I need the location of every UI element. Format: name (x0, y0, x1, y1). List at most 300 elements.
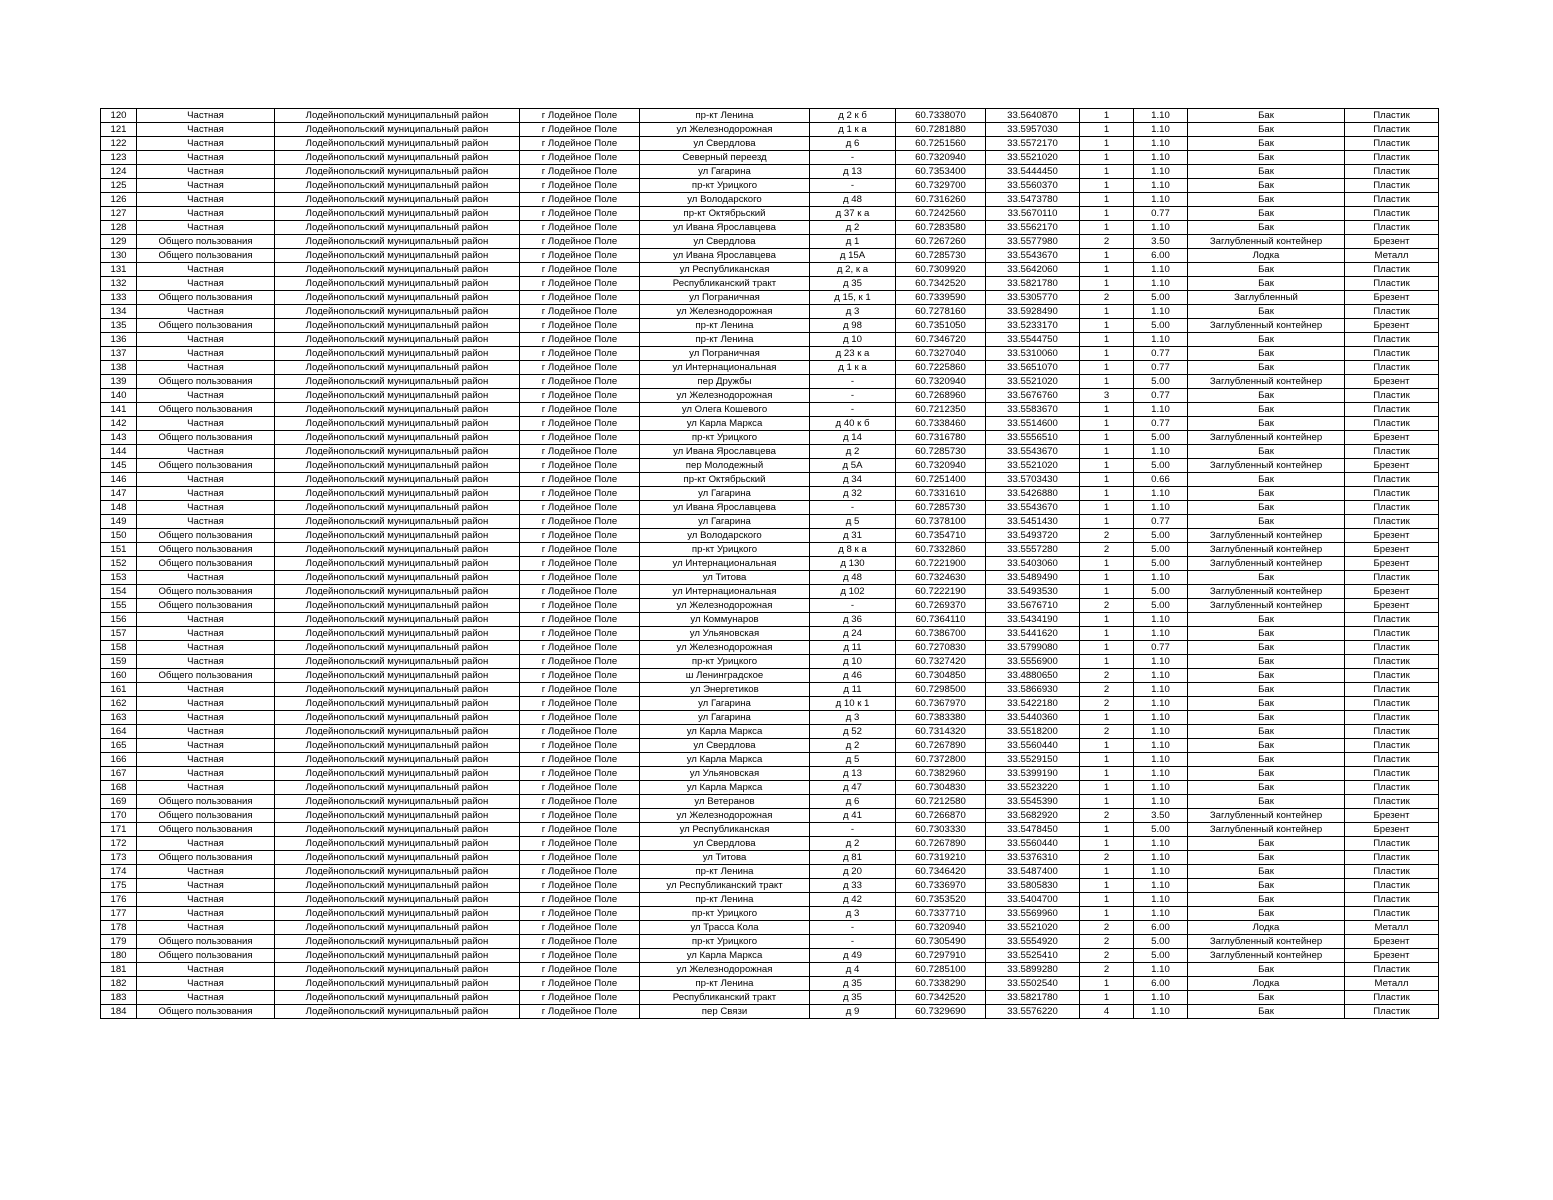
house-cell: д 32 (810, 487, 896, 501)
container-type-cell: Бак (1188, 193, 1345, 207)
house-cell: д 102 (810, 585, 896, 599)
street-cell: ул Титова (640, 571, 810, 585)
row-number-cell: 138 (101, 361, 137, 375)
latitude-cell: 60.7319210 (896, 851, 986, 865)
table-row (101, 291, 1439, 305)
longitude-cell: 33.4880650 (986, 669, 1080, 683)
longitude-cell: 33.5310060 (986, 347, 1080, 361)
container-count-cell: 1 (1080, 179, 1134, 193)
container-count-cell: 1 (1080, 123, 1134, 137)
row-number-cell: 159 (101, 655, 137, 669)
row-number-cell: 151 (101, 543, 137, 557)
row-number-cell: 154 (101, 585, 137, 599)
settlement-cell: г Лодейное Поле (520, 697, 640, 711)
table-row (101, 837, 1439, 851)
table-body (101, 109, 1439, 1019)
house-cell: д 36 (810, 613, 896, 627)
house-cell: д 81 (810, 851, 896, 865)
house-cell: д 98 (810, 319, 896, 333)
container-type-cell: Бак (1188, 641, 1345, 655)
longitude-cell: 33.5543670 (986, 501, 1080, 515)
longitude-cell: 33.5799080 (986, 641, 1080, 655)
container-type-cell: Заглубленный контейнер (1188, 375, 1345, 389)
container-type-cell: Заглубленный контейнер (1188, 459, 1345, 473)
longitude-cell: 33.5821780 (986, 277, 1080, 291)
ownership-cell: Частная (137, 725, 275, 739)
settlement-cell: г Лодейное Поле (520, 851, 640, 865)
longitude-cell: 33.5957030 (986, 123, 1080, 137)
latitude-cell: 60.7338070 (896, 109, 986, 123)
container-count-cell: 4 (1080, 1005, 1134, 1019)
settlement-cell: г Лодейное Поле (520, 585, 640, 599)
house-cell: д 2, к а (810, 263, 896, 277)
municipal-district-cell: Лодейнопольский муниципальный район (275, 305, 520, 319)
longitude-cell: 33.5514600 (986, 417, 1080, 431)
municipal-district-cell: Лодейнопольский муниципальный район (275, 781, 520, 795)
container-type-cell: Заглубленный контейнер (1188, 599, 1345, 613)
house-cell: д 14 (810, 431, 896, 445)
table-row (101, 389, 1439, 403)
table-row (101, 137, 1439, 151)
table-row (101, 921, 1439, 935)
table-row (101, 333, 1439, 347)
container-count-cell: 1 (1080, 739, 1134, 753)
longitude-cell: 33.5543670 (986, 249, 1080, 263)
container-type-cell: Бак (1188, 501, 1345, 515)
municipal-district-cell: Лодейнопольский муниципальный район (275, 571, 520, 585)
ownership-cell: Частная (137, 781, 275, 795)
container-type-cell: Заглубленный контейнер (1188, 529, 1345, 543)
container-count-cell: 1 (1080, 557, 1134, 571)
container-count-cell: 2 (1080, 697, 1134, 711)
municipal-district-cell: Лодейнопольский муниципальный район (275, 137, 520, 151)
row-number-cell: 183 (101, 991, 137, 1005)
container-type-cell: Бак (1188, 767, 1345, 781)
municipal-district-cell: Лодейнопольский муниципальный район (275, 725, 520, 739)
settlement-cell: г Лодейное Поле (520, 207, 640, 221)
container-count-cell: 1 (1080, 865, 1134, 879)
longitude-cell: 33.5676710 (986, 599, 1080, 613)
longitude-cell: 33.5525410 (986, 949, 1080, 963)
settlement-cell: г Лодейное Поле (520, 753, 640, 767)
ownership-cell: Частная (137, 753, 275, 767)
container-type-cell: Бак (1188, 879, 1345, 893)
latitude-cell: 60.7285730 (896, 501, 986, 515)
longitude-cell: 33.5866930 (986, 683, 1080, 697)
settlement-cell: г Лодейное Поле (520, 109, 640, 123)
material-cell: Брезент (1345, 319, 1439, 333)
house-cell: д 1 (810, 235, 896, 249)
material-cell: Пластик (1345, 837, 1439, 851)
material-cell: Пластик (1345, 697, 1439, 711)
volume-cell: 1.10 (1134, 571, 1188, 585)
latitude-cell: 60.7329690 (896, 1005, 986, 1019)
street-cell: пр-кт Октябрьский (640, 207, 810, 221)
municipal-district-cell: Лодейнопольский муниципальный район (275, 291, 520, 305)
volume-cell: 5.00 (1134, 431, 1188, 445)
longitude-cell: 33.5545390 (986, 795, 1080, 809)
municipal-district-cell: Лодейнопольский муниципальный район (275, 851, 520, 865)
street-cell: пер Связи (640, 1005, 810, 1019)
latitude-cell: 60.7304830 (896, 781, 986, 795)
volume-cell: 1.10 (1134, 193, 1188, 207)
settlement-cell: г Лодейное Поле (520, 739, 640, 753)
row-number-cell: 180 (101, 949, 137, 963)
settlement-cell: г Лодейное Поле (520, 487, 640, 501)
latitude-cell: 60.7297910 (896, 949, 986, 963)
longitude-cell: 33.5554920 (986, 935, 1080, 949)
municipal-district-cell: Лодейнопольский муниципальный район (275, 963, 520, 977)
material-cell: Пластик (1345, 907, 1439, 921)
container-type-cell: Заглубленный контейнер (1188, 935, 1345, 949)
container-count-cell: 1 (1080, 991, 1134, 1005)
municipal-district-cell: Лодейнопольский муниципальный район (275, 249, 520, 263)
latitude-cell: 60.7351050 (896, 319, 986, 333)
house-cell: д 35 (810, 977, 896, 991)
municipal-district-cell: Лодейнопольский муниципальный район (275, 655, 520, 669)
settlement-cell: г Лодейное Поле (520, 347, 640, 361)
municipal-district-cell: Лодейнопольский муниципальный район (275, 823, 520, 837)
house-cell: д 3 (810, 711, 896, 725)
house-cell: д 2 (810, 221, 896, 235)
material-cell: Пластик (1345, 305, 1439, 319)
row-number-cell: 157 (101, 627, 137, 641)
ownership-cell: Общего пользования (137, 543, 275, 557)
street-cell: пр-кт Ленина (640, 319, 810, 333)
ownership-cell: Частная (137, 277, 275, 291)
row-number-cell: 139 (101, 375, 137, 389)
settlement-cell: г Лодейное Поле (520, 319, 640, 333)
latitude-cell: 60.7268960 (896, 389, 986, 403)
material-cell: Пластик (1345, 641, 1439, 655)
ownership-cell: Частная (137, 347, 275, 361)
settlement-cell: г Лодейное Поле (520, 445, 640, 459)
house-cell: д 10 (810, 333, 896, 347)
settlement-cell: г Лодейное Поле (520, 459, 640, 473)
table-row (101, 893, 1439, 907)
longitude-cell: 33.5543670 (986, 445, 1080, 459)
volume-cell: 6.00 (1134, 977, 1188, 991)
container-count-cell: 1 (1080, 263, 1134, 277)
municipal-district-cell: Лодейнопольский муниципальный район (275, 319, 520, 333)
container-type-cell: Бак (1188, 683, 1345, 697)
latitude-cell: 60.7338460 (896, 417, 986, 431)
table-row (101, 445, 1439, 459)
row-number-cell: 158 (101, 641, 137, 655)
table-row (101, 515, 1439, 529)
container-type-cell: Бак (1188, 207, 1345, 221)
municipal-district-cell: Лодейнопольский муниципальный район (275, 991, 520, 1005)
house-cell: д 34 (810, 473, 896, 487)
latitude-cell: 60.7278160 (896, 305, 986, 319)
house-cell: - (810, 599, 896, 613)
house-cell: д 4 (810, 963, 896, 977)
table-row (101, 655, 1439, 669)
ownership-cell: Частная (137, 655, 275, 669)
container-type-cell: Бак (1188, 473, 1345, 487)
municipal-district-cell: Лодейнопольский муниципальный район (275, 1005, 520, 1019)
settlement-cell: г Лодейное Поле (520, 627, 640, 641)
container-count-cell: 1 (1080, 893, 1134, 907)
street-cell: пр-кт Урицкого (640, 935, 810, 949)
volume-cell: 1.10 (1134, 179, 1188, 193)
container-count-cell: 2 (1080, 725, 1134, 739)
row-number-cell: 123 (101, 151, 137, 165)
ownership-cell: Частная (137, 165, 275, 179)
longitude-cell: 33.5529150 (986, 753, 1080, 767)
latitude-cell: 60.7342520 (896, 991, 986, 1005)
ownership-cell: Частная (137, 837, 275, 851)
street-cell: ул Гагарина (640, 487, 810, 501)
street-cell: ул Железнодорожная (640, 599, 810, 613)
table-row (101, 725, 1439, 739)
row-number-cell: 160 (101, 669, 137, 683)
street-cell: ул Карла Маркса (640, 725, 810, 739)
street-cell: ул Свердлова (640, 739, 810, 753)
ownership-cell: Частная (137, 263, 275, 277)
ownership-cell: Частная (137, 179, 275, 193)
row-number-cell: 173 (101, 851, 137, 865)
table-row (101, 305, 1439, 319)
table-row (101, 221, 1439, 235)
container-count-cell: 1 (1080, 137, 1134, 151)
longitude-cell: 33.5556900 (986, 655, 1080, 669)
street-cell: ул Железнодорожная (640, 123, 810, 137)
material-cell: Пластик (1345, 403, 1439, 417)
table-row (101, 599, 1439, 613)
material-cell: Пластик (1345, 613, 1439, 627)
longitude-cell: 33.5451430 (986, 515, 1080, 529)
container-count-cell: 1 (1080, 823, 1134, 837)
material-cell: Брезент (1345, 949, 1439, 963)
table-row (101, 375, 1439, 389)
municipal-district-cell: Лодейнопольский муниципальный район (275, 179, 520, 193)
longitude-cell: 33.5670110 (986, 207, 1080, 221)
row-number-cell: 147 (101, 487, 137, 501)
ownership-cell: Частная (137, 361, 275, 375)
volume-cell: 5.00 (1134, 529, 1188, 543)
house-cell: д 2 (810, 445, 896, 459)
material-cell: Пластик (1345, 711, 1439, 725)
container-type-cell: Бак (1188, 137, 1345, 151)
container-type-cell: Бак (1188, 571, 1345, 585)
latitude-cell: 60.7327040 (896, 347, 986, 361)
material-cell: Брезент (1345, 529, 1439, 543)
longitude-cell: 33.5376310 (986, 851, 1080, 865)
street-cell: ул Карла Маркса (640, 781, 810, 795)
volume-cell: 5.00 (1134, 935, 1188, 949)
container-count-cell: 1 (1080, 473, 1134, 487)
ownership-cell: Общего пользования (137, 459, 275, 473)
volume-cell: 0.77 (1134, 207, 1188, 221)
latitude-cell: 60.7329700 (896, 179, 986, 193)
longitude-cell: 33.5493530 (986, 585, 1080, 599)
ownership-cell: Частная (137, 963, 275, 977)
ownership-cell: Частная (137, 123, 275, 137)
material-cell: Пластик (1345, 655, 1439, 669)
municipal-district-cell: Лодейнопольский муниципальный район (275, 907, 520, 921)
municipal-district-cell: Лодейнопольский муниципальный район (275, 165, 520, 179)
container-type-cell: Бак (1188, 795, 1345, 809)
volume-cell: 1.10 (1134, 501, 1188, 515)
street-cell: ул Интернациональная (640, 557, 810, 571)
latitude-cell: 60.7221900 (896, 557, 986, 571)
row-number-cell: 142 (101, 417, 137, 431)
latitude-cell: 60.7338290 (896, 977, 986, 991)
settlement-cell: г Лодейное Поле (520, 137, 640, 151)
table-row (101, 123, 1439, 137)
longitude-cell: 33.5487400 (986, 865, 1080, 879)
latitude-cell: 60.7339590 (896, 291, 986, 305)
container-type-cell: Бак (1188, 907, 1345, 921)
settlement-cell: г Лодейное Поле (520, 711, 640, 725)
container-count-cell: 1 (1080, 767, 1134, 781)
street-cell: ул Ульяновская (640, 767, 810, 781)
street-cell: ул Гагарина (640, 515, 810, 529)
street-cell: Республиканский тракт (640, 277, 810, 291)
material-cell: Пластик (1345, 193, 1439, 207)
street-cell: пр-кт Октябрьский (640, 473, 810, 487)
street-cell: ул Ивана Ярославцева (640, 501, 810, 515)
material-cell: Брезент (1345, 935, 1439, 949)
municipal-district-cell: Лодейнопольский муниципальный район (275, 207, 520, 221)
material-cell: Пластик (1345, 795, 1439, 809)
ownership-cell: Общего пользования (137, 851, 275, 865)
longitude-cell: 33.5403060 (986, 557, 1080, 571)
volume-cell: 1.10 (1134, 851, 1188, 865)
row-number-cell: 141 (101, 403, 137, 417)
container-count-cell: 2 (1080, 949, 1134, 963)
volume-cell: 1.10 (1134, 837, 1188, 851)
settlement-cell: г Лодейное Поле (520, 193, 640, 207)
container-type-cell: Бак (1188, 865, 1345, 879)
municipal-district-cell: Лодейнопольский муниципальный район (275, 361, 520, 375)
street-cell: ул Свердлова (640, 137, 810, 151)
container-type-cell: Бак (1188, 333, 1345, 347)
settlement-cell: г Лодейное Поле (520, 235, 640, 249)
material-cell: Брезент (1345, 459, 1439, 473)
material-cell: Пластик (1345, 137, 1439, 151)
table-row (101, 795, 1439, 809)
latitude-cell: 60.7225860 (896, 361, 986, 375)
ownership-cell: Частная (137, 627, 275, 641)
municipal-district-cell: Лодейнопольский муниципальный район (275, 109, 520, 123)
material-cell: Металл (1345, 921, 1439, 935)
settlement-cell: г Лодейное Поле (520, 361, 640, 375)
ownership-cell: Частная (137, 207, 275, 221)
street-cell: пер Молодежный (640, 459, 810, 473)
municipal-district-cell: Лодейнопольский муниципальный район (275, 333, 520, 347)
volume-cell: 1.10 (1134, 753, 1188, 767)
container-count-cell: 2 (1080, 291, 1134, 305)
material-cell: Пластик (1345, 487, 1439, 501)
container-type-cell: Заглубленный контейнер (1188, 557, 1345, 571)
municipal-district-cell: Лодейнопольский муниципальный район (275, 543, 520, 557)
latitude-cell: 60.7320940 (896, 921, 986, 935)
volume-cell: 5.00 (1134, 557, 1188, 571)
settlement-cell: г Лодейное Поле (520, 963, 640, 977)
container-type-cell: Лодка (1188, 977, 1345, 991)
ownership-cell: Частная (137, 221, 275, 235)
row-number-cell: 167 (101, 767, 137, 781)
table-row (101, 683, 1439, 697)
municipal-district-cell: Лодейнопольский муниципальный район (275, 487, 520, 501)
table-row (101, 781, 1439, 795)
table-row (101, 585, 1439, 599)
volume-cell: 1.10 (1134, 613, 1188, 627)
volume-cell: 1.10 (1134, 165, 1188, 179)
row-number-cell: 153 (101, 571, 137, 585)
row-number-cell: 163 (101, 711, 137, 725)
ownership-cell: Общего пользования (137, 795, 275, 809)
latitude-cell: 60.7327420 (896, 655, 986, 669)
house-cell: д 48 (810, 571, 896, 585)
table-row (101, 501, 1439, 515)
volume-cell: 5.00 (1134, 823, 1188, 837)
municipal-district-cell: Лодейнопольский муниципальный район (275, 977, 520, 991)
municipal-district-cell: Лодейнопольский муниципальный район (275, 417, 520, 431)
container-type-cell: Бак (1188, 221, 1345, 235)
longitude-cell: 33.5583670 (986, 403, 1080, 417)
latitude-cell: 60.7320940 (896, 375, 986, 389)
municipal-district-cell: Лодейнопольский муниципальный район (275, 949, 520, 963)
volume-cell: 0.77 (1134, 389, 1188, 403)
house-cell: д 11 (810, 683, 896, 697)
house-cell: - (810, 179, 896, 193)
container-count-cell: 1 (1080, 333, 1134, 347)
container-count-cell: 1 (1080, 109, 1134, 123)
row-number-cell: 181 (101, 963, 137, 977)
house-cell: д 35 (810, 277, 896, 291)
settlement-cell: г Лодейное Поле (520, 641, 640, 655)
container-type-cell: Бак (1188, 655, 1345, 669)
municipal-district-cell: Лодейнопольский муниципальный район (275, 711, 520, 725)
latitude-cell: 60.7281880 (896, 123, 986, 137)
table-row (101, 487, 1439, 501)
material-cell: Пластик (1345, 739, 1439, 753)
row-number-cell: 170 (101, 809, 137, 823)
latitude-cell: 60.7346420 (896, 865, 986, 879)
latitude-cell: 60.7346720 (896, 333, 986, 347)
ownership-cell: Частная (137, 879, 275, 893)
container-count-cell: 1 (1080, 249, 1134, 263)
volume-cell: 5.00 (1134, 599, 1188, 613)
row-number-cell: 127 (101, 207, 137, 221)
volume-cell: 1.10 (1134, 333, 1188, 347)
house-cell: д 33 (810, 879, 896, 893)
container-count-cell: 1 (1080, 445, 1134, 459)
container-count-cell: 2 (1080, 543, 1134, 557)
container-type-cell: Заглубленный контейнер (1188, 585, 1345, 599)
container-type-cell: Бак (1188, 305, 1345, 319)
municipal-district-cell: Лодейнопольский муниципальный район (275, 837, 520, 851)
longitude-cell: 33.5305770 (986, 291, 1080, 305)
material-cell: Пластик (1345, 1005, 1439, 1019)
street-cell: пр-кт Урицкого (640, 179, 810, 193)
settlement-cell: г Лодейное Поле (520, 893, 640, 907)
container-type-cell: Бак (1188, 837, 1345, 851)
container-type-cell: Бак (1188, 963, 1345, 977)
settlement-cell: г Лодейное Поле (520, 655, 640, 669)
container-type-cell: Бак (1188, 697, 1345, 711)
container-count-cell: 2 (1080, 235, 1134, 249)
row-number-cell: 152 (101, 557, 137, 571)
municipal-district-cell: Лодейнопольский муниципальный район (275, 879, 520, 893)
table-row (101, 235, 1439, 249)
longitude-cell: 33.5676760 (986, 389, 1080, 403)
house-cell: - (810, 389, 896, 403)
table-row (101, 277, 1439, 291)
